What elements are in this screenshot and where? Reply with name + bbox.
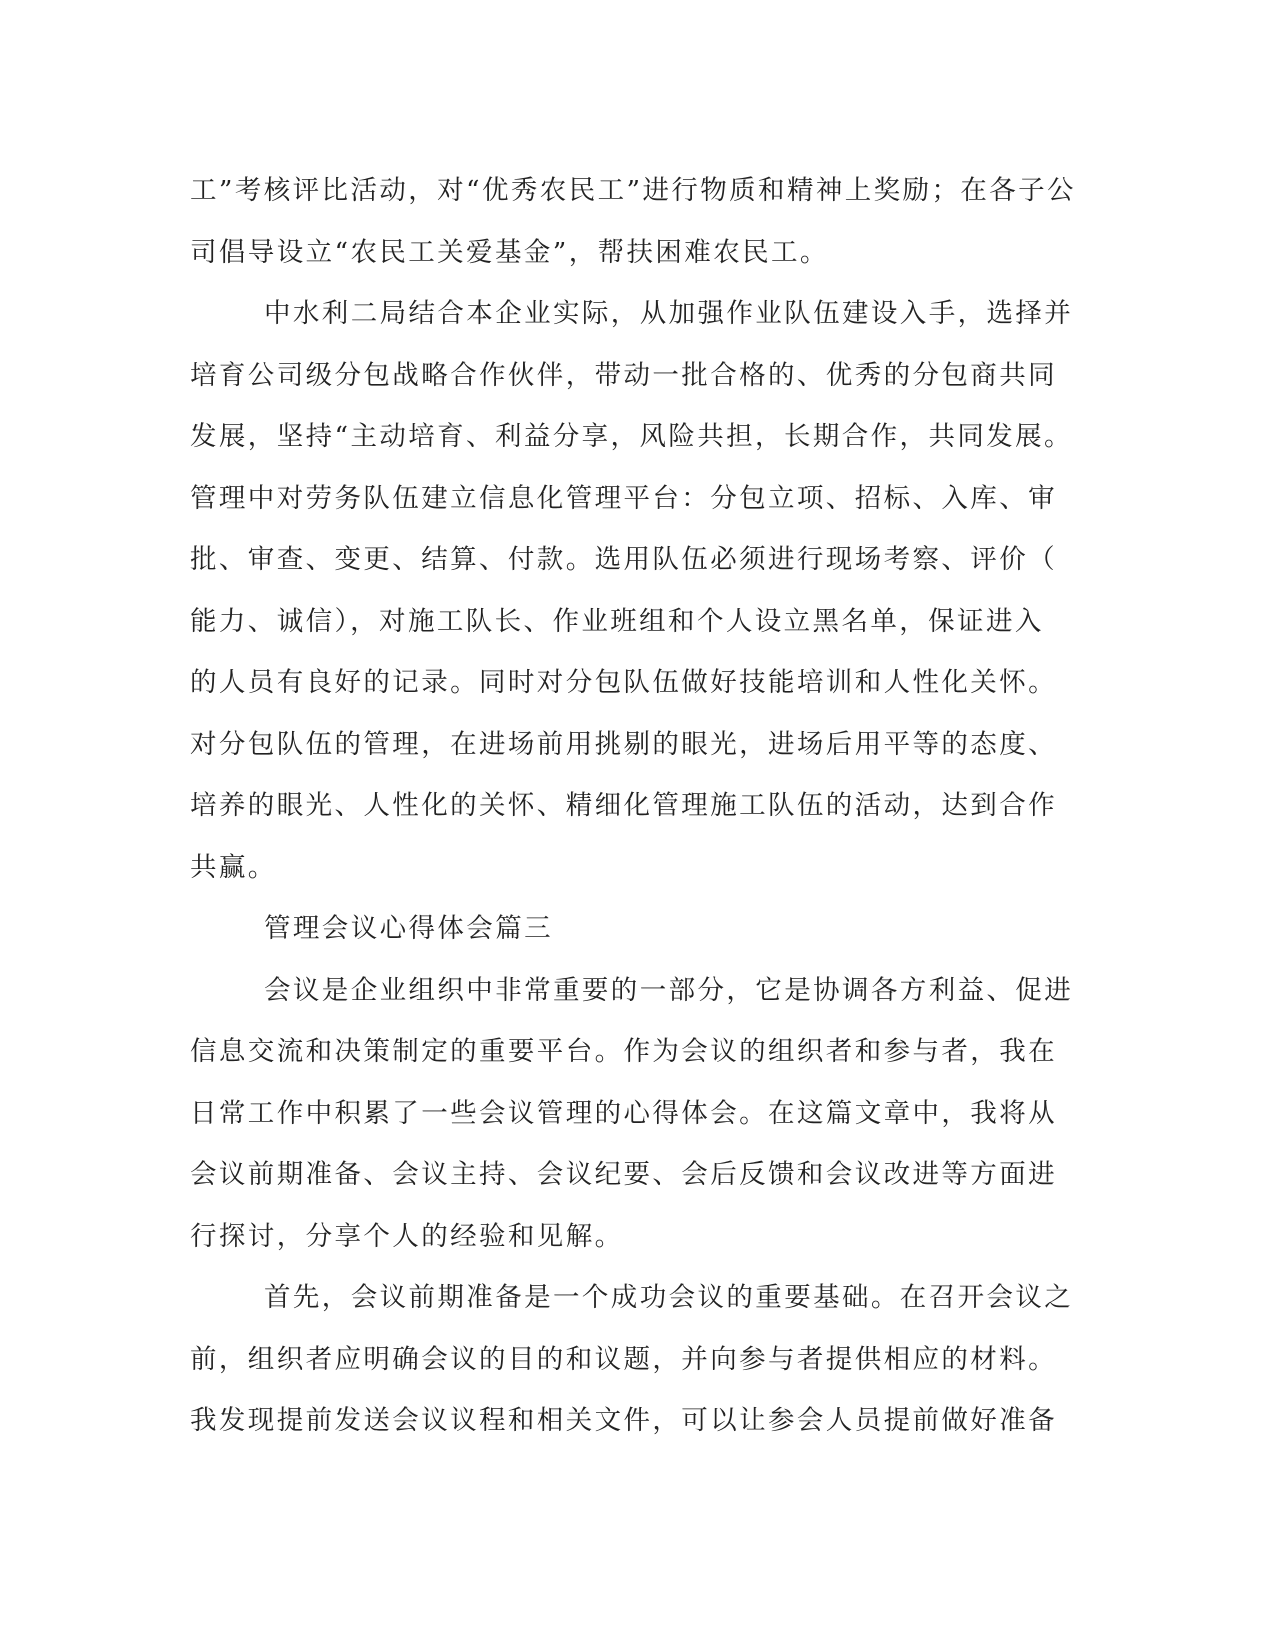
text-line: 培养的眼光、人性化的关怀、精细化管理施工队伍的活动，达到合作 <box>190 790 1057 821</box>
text-line: 管理中对劳务队伍建立信息化管理平台：分包立项、招标、入库、审 <box>190 482 1057 514</box>
text-line: 首先，会议前期准备是一个成功会议的重要基础。在召开会议之 <box>264 1282 1074 1313</box>
text-line: 司倡导设立“农民工关爱基金”，帮扶困难农民工。 <box>190 236 829 268</box>
text-line: 工”考核评比活动，对“优秀农民工”进行物质和精神上奖励；在各子公 <box>190 175 1076 206</box>
text-line: 会议是企业组织中非常重要的一部分，它是协调各方利益、促进 <box>264 974 1074 1006</box>
text-line: 管理会议心得体会篇三 <box>264 913 553 944</box>
text-line: 会议前期准备、会议主持、会议纪要、会后反馈和会议改进等方面进 <box>190 1159 1057 1190</box>
text-line: 的人员有良好的记录。同时对分包队伍做好技能培训和人性化关怀。 <box>190 667 1057 698</box>
text-line: 信息交流和决策制定的重要平台。作为会议的组织者和参与者，我在 <box>190 1036 1057 1067</box>
text-line: 我发现提前发送会议议程和相关文件，可以让参会人员提前做好准备 <box>190 1405 1057 1436</box>
text-line: 前，组织者应明确会议的目的和议题，并向参与者提供相应的材料。 <box>190 1343 1057 1375</box>
document-body <box>190 160 1080 1452</box>
text-line: 共赢。 <box>190 851 277 883</box>
text-line: 发展，坚持“主动培育、利益分享，风险共担，长期合作，共同发展。 <box>190 421 1073 452</box>
text-line: 中水利二局结合本企业实际，从加强作业队伍建设入手，选择并 <box>264 298 1074 329</box>
text-line: 培育公司级分包战略合作伙伴，带动一批合格的、优秀的分包商共同 <box>190 359 1057 391</box>
text-line: 对分包队伍的管理，在进场前用挑剔的眼光，进场后用平等的态度、 <box>190 728 1057 760</box>
text-line: 批、审查、变更、结算、付款。选用队伍必须进行现场考察、评价（ <box>190 544 1057 575</box>
text-line: 行探讨，分享个人的经验和见解。 <box>190 1220 624 1252</box>
text-line: 能力、诚信），对施工队长、作业班组和个人设立黑名单，保证进入 <box>190 605 1044 637</box>
text-line: 日常工作中积累了一些会议管理的心得体会。在这篇文章中，我将从 <box>190 1097 1057 1129</box>
